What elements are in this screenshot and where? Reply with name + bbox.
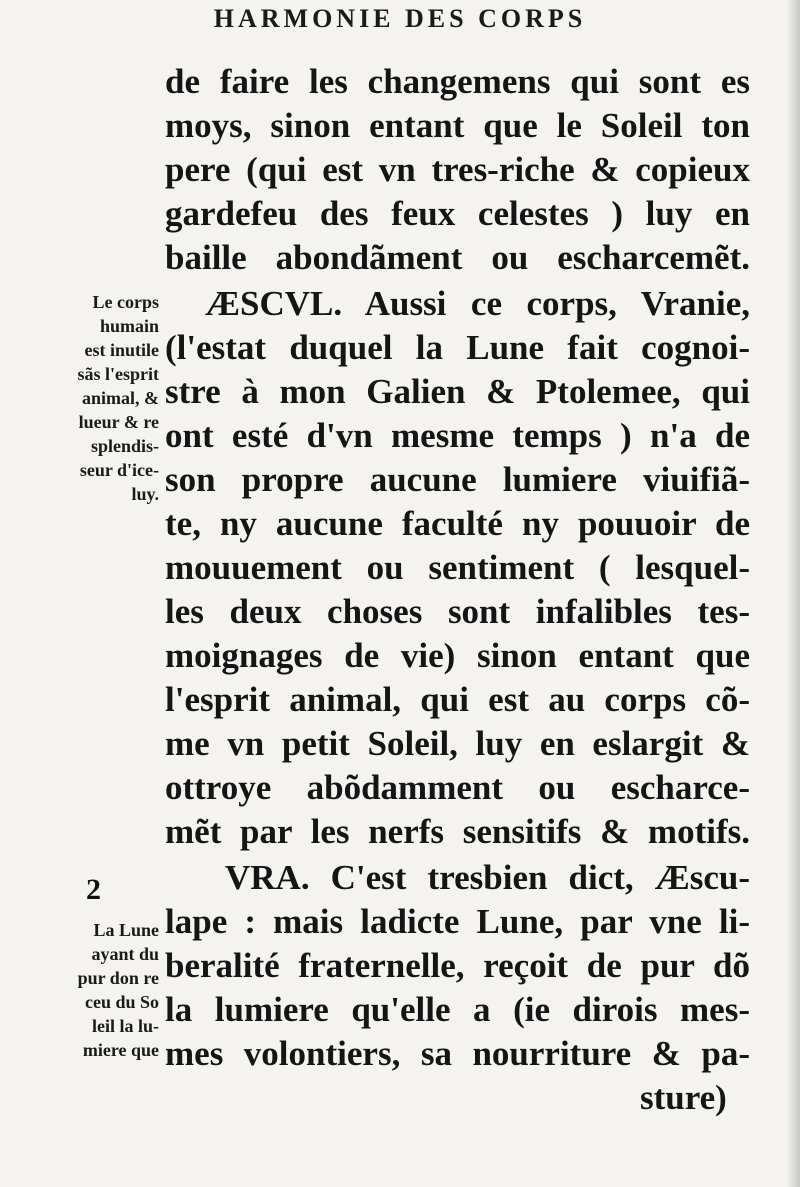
text-line: stre à mon Galien & Ptolemee, qui	[165, 372, 750, 411]
text-line: ÆSCVL. Aussi ce corps, Vranie,	[205, 284, 750, 323]
running-head: HARMONIE DES CORPS	[213, 4, 587, 33]
text-line: baille abondãment ou escharcemẽt.	[165, 238, 750, 277]
margin-note-line: ayant du	[91, 944, 159, 964]
text-line: beralité fraternelle, reçoit de pur dõ	[165, 946, 750, 985]
margin-note-line: La Lune	[93, 920, 159, 940]
margin-note-line: seur d'ice-	[79, 460, 159, 480]
text-line: me vn petit Soleil, luy en eslargit &	[165, 724, 750, 763]
text-line: gardefeu des feux celestes ) luy en	[165, 194, 750, 233]
text-line: ottroye abõdamment ou escharce-	[165, 768, 750, 807]
margin-note-line: sãs l'esprit	[77, 364, 159, 384]
text-line: les deux choses sont infalibles tes-	[165, 592, 750, 631]
margin-note-moon	[44, 918, 159, 1062]
text-line: pere (qui est vn tres-riche & copieux	[165, 150, 750, 189]
margin-note-line: est inutile	[84, 340, 159, 360]
margin-note-line: luy.	[131, 484, 159, 504]
text-line: ont esté d'vn mesme temps ) n'a de	[165, 416, 750, 455]
margin-note-line: leil la lu-	[92, 1016, 159, 1036]
text-line: moys, sinon entant que le Soleil ton	[165, 106, 750, 145]
margin-note-line: lueur & re	[78, 412, 159, 432]
margin-note-line: splendis-	[90, 436, 159, 456]
text-line: de faire les changemens qui sont es	[165, 62, 750, 101]
text-line: (l'estat duquel la Lune fait cognoi-	[165, 328, 750, 367]
margin-note-body	[44, 290, 159, 506]
text-line: la lumiere qu'elle a (ie dirois mes-	[165, 990, 750, 1029]
text-line: mes volontiers, sa nourriture & pa-	[165, 1034, 750, 1073]
text-line: mẽt par les nerfs sensitifs & motifs.	[165, 812, 750, 851]
margin-note-line: miere que	[82, 1040, 159, 1060]
section-number: 2	[86, 873, 101, 906]
text-line: lape : mais ladicte Lune, par vne li-	[165, 902, 750, 941]
margin-note-line: humain	[99, 316, 159, 336]
margin-note-line: ceu du So	[84, 992, 159, 1012]
margin-note-line: Le corps	[92, 292, 159, 312]
text-line: moignages de vie) sinon entant que	[165, 636, 750, 675]
text-line: l'esprit animal, qui est au corps cõ-	[165, 680, 750, 719]
text-line: son propre aucune lumiere viuifiã-	[165, 460, 750, 499]
text-line: VRA. C'est tresbien dict, Æscu-	[225, 858, 750, 897]
text-line: sture)	[640, 1078, 727, 1117]
margin-note-line: pur don re	[77, 968, 159, 988]
text-line: te, ny aucune faculté ny pouuoir de	[165, 504, 750, 543]
text-line: mouuement ou sentiment ( lesquel-	[165, 548, 750, 587]
page-edge-shadow	[786, 0, 800, 1187]
margin-note-line: animal, &	[81, 388, 159, 408]
